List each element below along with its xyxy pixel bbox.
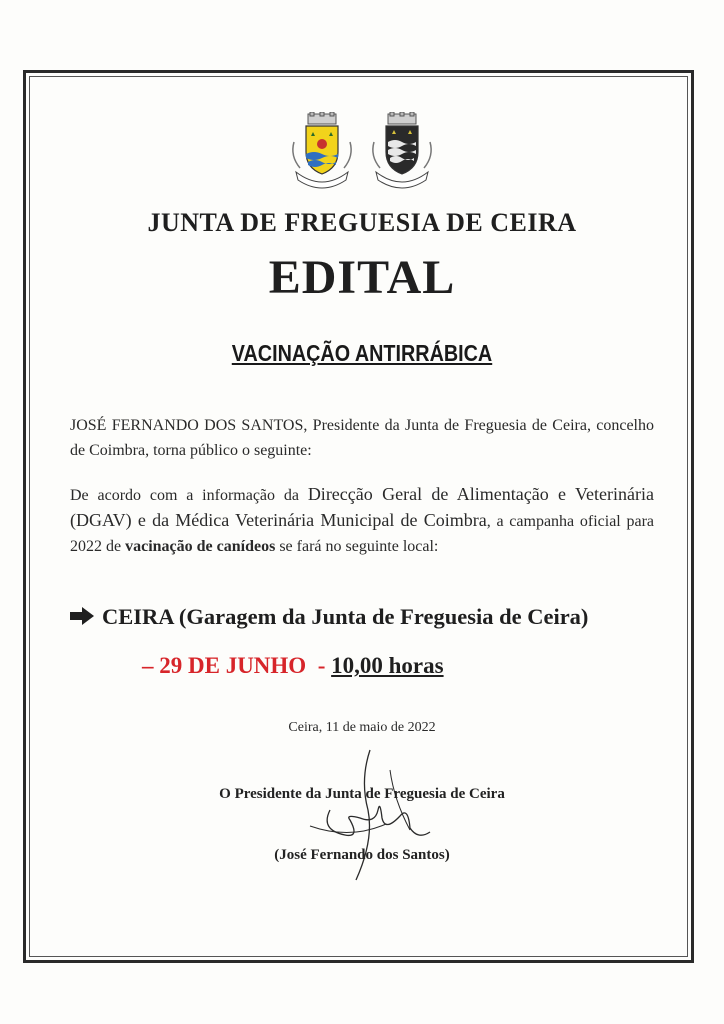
vaccination-time: 10,00 horas xyxy=(331,653,444,678)
handwritten-signature xyxy=(290,740,440,890)
coat-of-arms-group xyxy=(0,112,724,192)
info-text-middle: , a campanha oficial para 2022 de xyxy=(70,513,654,555)
place-and-date: Ceira, 11 de maio de 2022 xyxy=(288,720,436,735)
organization-title: JUNTA DE FREGUESIA DE CEIRA xyxy=(147,208,577,237)
intro-paragraph: JOSÉ FERNANDO DOS SANTOS, Presidente da Junta de Freguesia de Ceira, concelho de Coimbra, torna público o seguinte: xyxy=(70,417,654,459)
signatory-name: (José Fernando dos Santos) xyxy=(274,847,450,863)
coat-of-arms-vila-de-ceira xyxy=(286,112,358,192)
vaccination-date-time xyxy=(142,653,444,679)
vaccination-text: vacinação de canídeos xyxy=(125,538,276,555)
info-paragraph xyxy=(70,482,654,559)
vaccination-date: – 29 DE JUNHO - xyxy=(142,653,332,678)
info-text-end: se fará no seguinte local: xyxy=(275,538,439,555)
info-text-start: De acordo com a informação da xyxy=(70,487,308,504)
arrow-right-icon xyxy=(70,607,94,625)
signatory-role: O Presidente da Junta de Freguesia de Ceira xyxy=(219,786,505,802)
document-title: EDITAL xyxy=(268,251,456,304)
location-text: CEIRA (Garagem da Junta de Freguesia de Ceira) xyxy=(102,604,589,629)
authorities-text: Direcção Geral de Alimentação e Veterinária (DGAV) e da Médica Veterinária Municipal de Coimbra xyxy=(70,484,654,530)
coat-of-arms-ceira xyxy=(366,112,438,192)
subject-heading: VACINAÇÃO ANTIRRÁBICA xyxy=(231,340,493,366)
vaccination-location xyxy=(70,604,670,630)
